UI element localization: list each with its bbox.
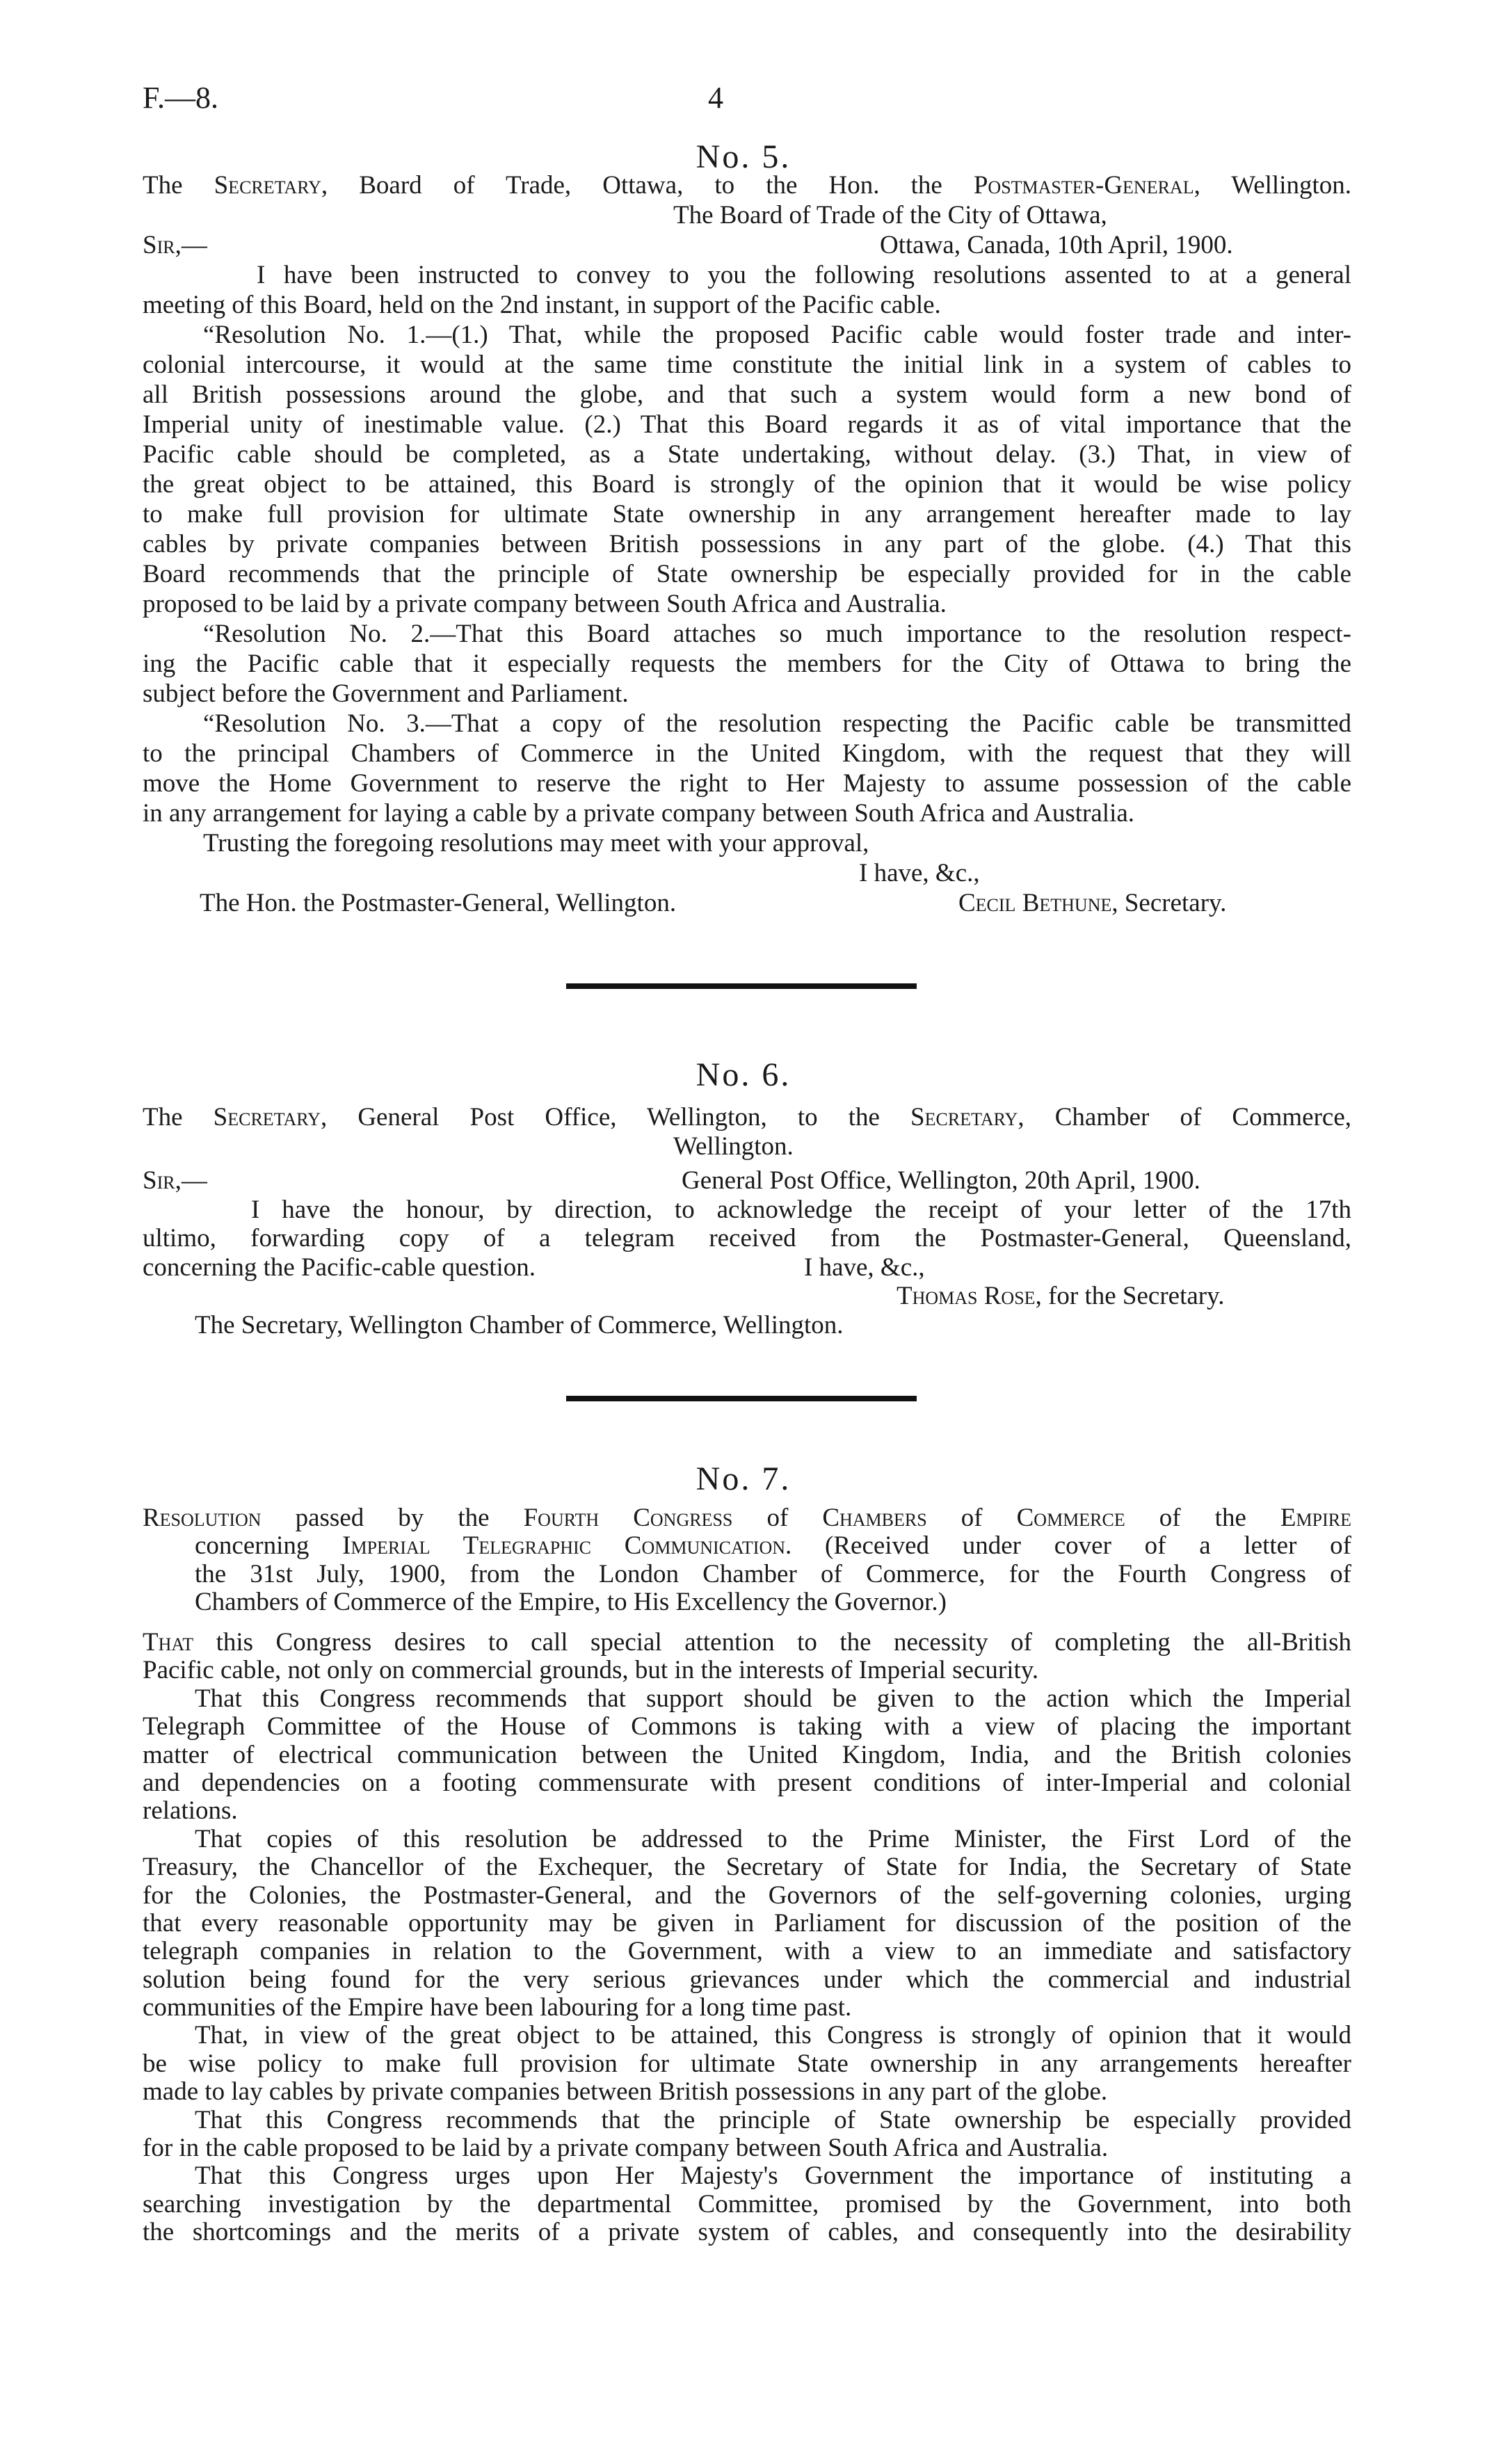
body-line: the shortcomings and the merits of a private system of cables, and consequently into the desirability [143,2218,1351,2247]
salutation: Sir,— [143,231,207,259]
body-line: to the principal Chambers of Commerce in the United Kingdom, with the request that they will [143,739,1351,768]
body-line: “Resolution No. 3.—That a copy of the resolution respecting the Pacific cable be transmitted [203,709,1351,738]
body-line: made to lay cables by private companies between British possessions in any part of the globe. [143,2077,1108,2107]
body-line: That this Congress recommends that the principle of State ownership be especially provided [195,2105,1351,2134]
closing: I have, &c., [859,859,980,887]
body-line: Imperial unity of inestimable value. (2.) That this Board regards it as of vital importance that the [143,410,1351,439]
intro-text: Chambers [822,1504,927,1532]
closing: I have, &c., [804,1253,925,1282]
body-line: I have been instructed to convey to you the following resolutions assented to at a general [257,261,1351,289]
title-sender: Secretary [214,171,321,200]
intro-text: Commerce [1016,1504,1125,1532]
body-text: this Congress desires to call special attention to the necessity of completing the all-British [193,1628,1351,1657]
body-line: solution being found for the very serious grievances under which the commercial and industrial [143,1965,1351,1994]
intro-text: of the [1125,1504,1280,1532]
body-line: be wise policy to make full provision for ultimate State ownership in any arrangements hereafter [143,2049,1351,2078]
title-recipient: Postmaster-General [973,171,1194,200]
title-sender: Secretary [213,1103,321,1132]
body-text: concerning the Pacific-cable question. [143,1253,536,1282]
body-line: relations. [143,1796,238,1826]
addressee-line [143,888,1351,918]
body-line: cables by private companies between British possessions in any part of the globe. (4.) That this [143,530,1351,558]
signature [897,1282,1224,1311]
body-line: colonial intercourse, it would at the same time constitute the initial link in a system of cables to [143,351,1351,379]
page-number: 4 [708,81,723,115]
signatory-name: Cecil Bethune [958,889,1112,917]
body-line: I have the honour, by direction, to acknowledge the receipt of your letter of the 17th [251,1195,1351,1224]
letter-title [143,1103,1351,1132]
body-line: and dependencies on a footing commensurate with present conditions of inter-Imperial and colonial [143,1768,1351,1797]
resolution-intro [143,1504,1351,1617]
body-line [143,1629,1351,1657]
letter-heading-no6: No. 6. [696,1056,791,1093]
document-reference: F.—8. [143,81,218,115]
letter-heading-no5: No. 5. [696,138,791,175]
intro-line: Chambers of Commerce of the Empire, to His Excellency the Governor.) [195,1588,947,1617]
body-line: telegraph companies in relation to the Government, with a view to an immediate and satisfactory [143,1937,1351,1966]
title-text: , General Post Office, Wellington, to the [320,1103,911,1132]
signatory-title: , Secretary. [1111,889,1227,917]
title-text: The [143,1103,214,1132]
sender-address: The Board of Trade of the City of Ottawa, [673,201,1107,230]
body-line: subject before the Government and Parliament. [143,679,629,708]
salutation-line [143,1166,1351,1195]
title-continuation: Wellington. [673,1132,794,1161]
body-line: in any arrangement for laying a cable by a private company between South Africa and Australia. [143,799,1135,828]
title-continuation-line [143,1132,1351,1161]
intro-text: of [732,1504,823,1532]
resolution-body [143,1629,1351,2247]
addressee: The Hon. the Postmaster-General, Wellington. [200,889,677,917]
salutation: Sir,— [143,1166,207,1195]
section-divider [566,983,917,989]
signatory-title: , for the Secretary. [1035,1282,1225,1310]
addressee-line [143,1311,1351,1340]
body-line: proposed to be laid by a private company between South Africa and Australia. [143,590,947,618]
body-line: for the Colonies, the Postmaster-General, and the Governors of the self-governing colonies, urging [143,1881,1351,1910]
body-line: meeting of this Board, held on the 2nd instant, in support of the Pacific cable. [143,291,941,319]
body-line: Board recommends that the principle of State ownership be especially provided for in the cable [143,560,1351,588]
body-line: Pacific cable, not only on commercial grounds, but in the interests of Imperial security. [143,1656,1039,1685]
body-line: all British possessions around the globe, and that such a system would form a new bond of [143,380,1351,409]
body-line: matter of electrical communication between the United Kingdom, India, and the British colonies [143,1740,1351,1769]
letter-title [143,170,1351,200]
signature [958,888,1226,918]
intro-text: Resolution [143,1504,262,1532]
intro-text: passed by the [261,1504,524,1532]
intro-line: the 31st July, 1900, from the London Chamber of Commerce, for the Fourth Congress of [195,1559,1351,1588]
body-line: Pacific cable should be completed, as a State undertaking, without delay. (3.) That, in view of [143,440,1351,469]
title-recipient: Secretary [910,1103,1018,1132]
title-text: , Wellington. [1193,171,1351,200]
salutation-line [143,230,1351,260]
body-line: “Resolution No. 2.—That this Board attaches so much importance to the resolution respect- [203,620,1351,648]
letter-date: Ottawa, Canada, 10th April, 1900. [880,231,1233,259]
intro-text: . (Received under cover of a letter of [785,1531,1351,1561]
addressee: The Secretary, Wellington Chamber of Commerce, Wellington. [195,1310,844,1339]
body-line: That this Congress recommends that support should be given to the action which the Imperial [195,1684,1351,1713]
body-line: for in the cable proposed to be laid by a private company between South Africa and Australia. [143,2134,1109,2163]
body-line: Trusting the foregoing resolutions may meet with your approval, [203,829,869,857]
title-text: The [143,171,214,200]
body-text: That [143,1628,194,1657]
body-line: searching investigation by the departmental Committee, promised by the Government, into both [143,2189,1351,2219]
body-line: Treasury, the Chancellor of the Exchequer, the Secretary of State for India, the Secretary of State [143,1853,1351,1882]
intro-line [143,1504,1351,1532]
intro-text: of [926,1504,1017,1532]
title-text: , Board of Trade, Ottawa, to the Hon. the [321,171,974,200]
body-line: communities of the Empire have been labouring for a long time past. [143,1993,852,2022]
closing-line [143,858,1351,888]
body-line: That this Congress urges upon Her Majesty's Government the importance of instituting a [195,2161,1351,2191]
document-heading-no7: No. 7. [696,1460,791,1497]
intro-text: concerning [195,1531,343,1561]
body-line: Telegraph Committee of the House of Commons is taking with a view of placing the important [143,1712,1351,1741]
letter-date: General Post Office, Wellington, 20th April, 1900. [682,1166,1200,1195]
body-line: “Resolution No. 1.—(1.) That, while the proposed Pacific cable would foster trade and inter- [203,321,1351,349]
body-line: That, in view of the great object to be attained, this Congress is strongly of opinion that it would [195,2021,1351,2050]
sender-address-line [143,200,1351,230]
section-divider [566,1396,917,1401]
body-line: That copies of this resolution be addressed to the Prime Minister, the First Lord of the [195,1824,1351,1853]
letter-no6 [143,1103,1351,1339]
body-line: ultimo, forwarding copy of a telegram received from the Postmaster-General, Queensland, [143,1224,1351,1253]
letter-no5 [143,170,1351,918]
signature-line [143,1282,1351,1311]
intro-text: Fourth Congress [523,1504,733,1532]
intro-line [143,1532,1351,1560]
body-line: to make full provision for ultimate State ownership in any arrangement hereafter made to lay [143,500,1351,529]
intro-text: Imperial Telegraphic Communication [342,1531,786,1561]
body-line: the great object to be attained, this Board is strongly of the opinion that it would be wise policy [143,470,1351,499]
intro-text: Empire [1280,1504,1351,1532]
body-line [143,1253,1351,1282]
title-text: , Chamber of Commerce, [1018,1103,1351,1132]
body-line: ing the Pacific cable that it especially requests the members for the City of Ottawa to bring the [143,650,1351,678]
signatory-name: Thomas Rose [897,1282,1036,1310]
body-line: move the Home Government to reserve the right to Her Majesty to assume possession of the cable [143,769,1351,798]
body-line: that every reasonable opportunity may be given in Parliament for discussion of the position of the [143,1908,1351,1938]
